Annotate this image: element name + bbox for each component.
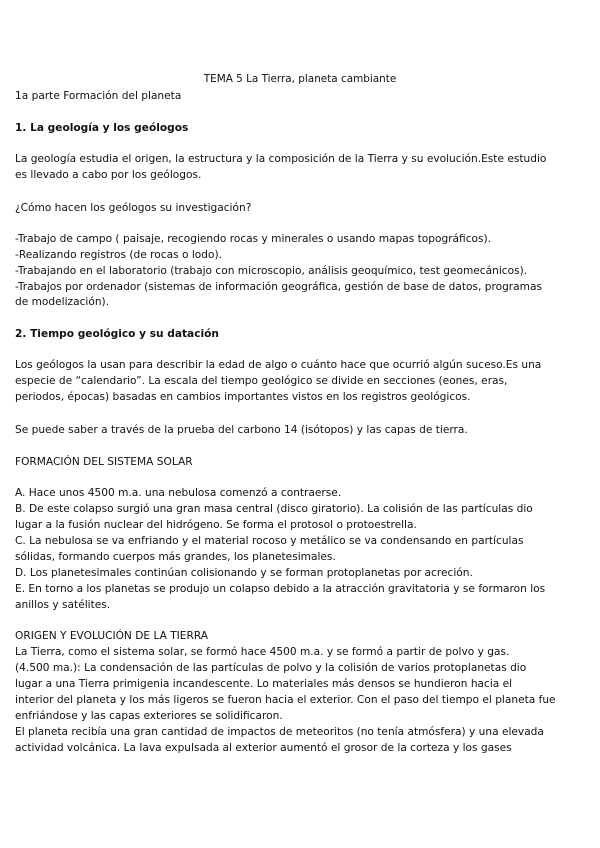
list-item: D. Los planetesimales continúan colisionando y se forman protoplanetas por acreción. (15, 567, 473, 579)
list-item: A. Hace unos 4500 m.a. una nebulosa comenzó a contraerse. (15, 487, 342, 499)
section-heading-origen-tierra: ORIGEN Y EVOLUCIÓN DE LA TIERRA (15, 630, 209, 642)
list-item: anillos y satélites. (15, 599, 111, 611)
paragraph-line: El planeta recibía una gran cantidad de impactos de meteoritos (no tenía atmósfera) y una elevada (15, 726, 544, 738)
paragraph-line: La Tierra, como el sistema solar, se formó hace 4500 m.a. y se formó a partir de polvo y gas. (15, 646, 510, 658)
list-item: -Trabajo de campo ( paisaje, recogiendo rocas y minerales o usando mapas topográficos). (15, 233, 492, 245)
list-item: sólidas, formando cuerpos más grandes, los planetesimales. (15, 551, 336, 563)
list-item: B. De este colapso surgió una gran masa central (disco giratorio). La colisión de las partículas dio (15, 503, 533, 515)
list-item: -Trabajando en el laboratorio (trabajo con microscopio, análisis geoquímico, test geomecánicos). (15, 265, 528, 277)
list-item: lugar a la fusión nuclear del hidrógeno. Se forma el protosol o protoestrella. (15, 519, 417, 531)
section-heading-sistema-solar: FORMACIÓN DEL SISTEMA SOLAR (15, 456, 193, 468)
list-item: C. La nebulosa se va enfriando y el material rocoso y metálico se va condensando en partículas (15, 535, 524, 547)
question-line: ¿Cómo hacen los geólogos su investigación? (15, 202, 252, 214)
paragraph-line: es llevado a cabo por los geólogos. (15, 169, 202, 181)
paragraph-line: actividad volcánica. La lava expulsada al exterior aumentó el grosor de la corteza y los gases (15, 742, 512, 754)
paragraph-line: Se puede saber a través de la prueba del carbono 14 (isótopos) y las capas de tierra. (15, 424, 468, 436)
list-item: E. En torno a los planetas se produjo un colapso debido a la atracción gravitatoria y se formaron los (15, 583, 546, 595)
list-item: -Realizando registros (de rocas o lodo). (15, 249, 222, 261)
document-subtitle: 1a parte Formación del planeta (15, 90, 182, 102)
paragraph-line: enfriándose y las capas exteriores se solidificaron. (15, 710, 283, 722)
section-heading-tiempo: 2. Tiempo geológico y su datación (15, 328, 219, 340)
list-item: -Trabajos por ordenador (sistemas de información geográfica, gestión de base de datos, programas (15, 281, 542, 293)
document-title: TEMA 5 La Tierra, planeta cambiante (203, 73, 397, 85)
paragraph-line: lugar a una Tierra primigenia incandescente. Lo materiales más densos se hundieron hacia el (15, 678, 513, 690)
list-item: de modelización). (15, 296, 110, 308)
paragraph-line: interior del planeta y los más ligeros se fueron hacia el exterior. Con el paso del tiempo el planeta fue (15, 694, 556, 706)
paragraph-line: especie de “calendario”. La escala del tiempo geológico se divide en secciones (eones, eras, (15, 375, 508, 387)
paragraph-line: Los geólogos la usan para describir la edad de algo o cuánto hace que ocurrió algún suceso.Es una (15, 359, 542, 371)
section-heading-geologia: 1. La geología y los geólogos (15, 122, 189, 134)
paragraph-line: periodos, épocas) basadas en cambios importantes vistos en los registros geológicos. (15, 391, 471, 403)
paragraph-line: (4.500 ma.): La condensación de las partículas de polvo y la colisión de varios protoplanetas dio (15, 662, 527, 674)
paragraph-line: La geología estudia el origen, la estructura y la composición de la Tierra y su evolución.Este estudio (15, 153, 547, 165)
